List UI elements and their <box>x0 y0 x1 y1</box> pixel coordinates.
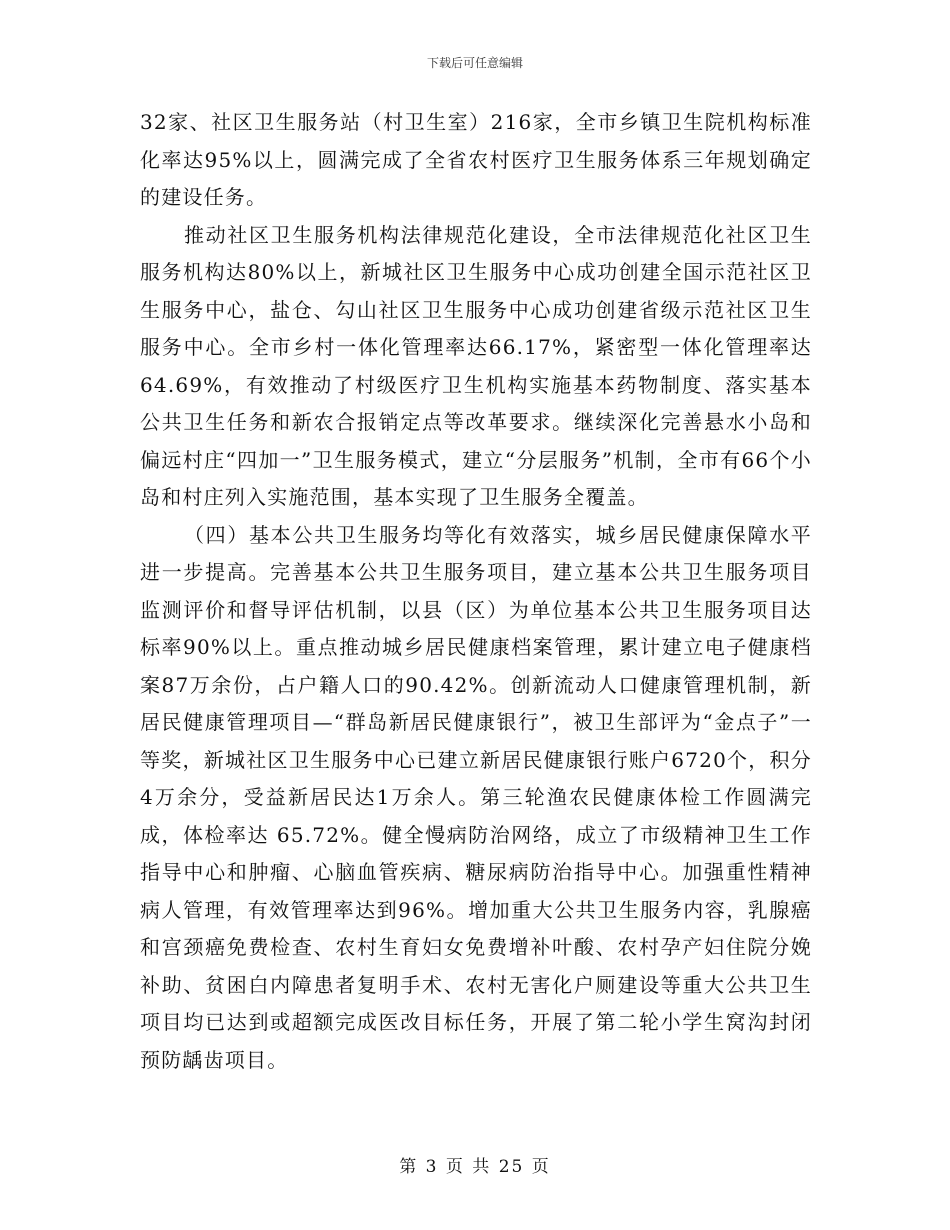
document-body <box>140 104 812 1079</box>
page-number: 第 3 页 共 25 页 <box>399 1157 551 1177</box>
paragraph-3: （四）基本公共卫生服务均等化有效落实，城乡居民健康保障水平进一步提高。完善基本公共卫生服务项目，建立基本公共卫生服务项目监测评价和督导评估机制，以县（区）为单位基本公共卫生服务项目达标率90%以上。重点推动城乡居民健康档案管理，累计建立电子健康档案87万余份，占户籍人口的90.42%。创新流动人口健康管理机制，新居民健康管理项目—“群岛新居民健康银行”，被卫生部评为“金点子”一等奖，新城社区卫生服务中心已建立新居民健康银行账户6720个，积分4万余分，受益新居民达1万余人。第三轮渔农民健康体检工作圆满完成，体检率达 65.72%。健全慢病防治网络，成立了市级精神卫生工作指导中心和肿瘤、心脑血管疾病、糖尿病防治指导中心。加强重性精神病人管理，有效管理率达到96%。增加重大公共卫生服务内容，乳腺癌和宫颈癌免费检查、农村生育妇女免费增补叶酸、农村孕产妇住院分娩补助、贫困白内障患者复明手术、农村无害化户厕建设等重大公共卫生项目均已达到或超额完成医改目标任务，开展了第二轮小学生窝沟封闭预防龋齿项目。 <box>140 522 812 1072</box>
page-header: 下载后可任意编辑 <box>426 56 523 70</box>
paragraph-1: 32家、社区卫生服务站（村卫生室）216家，全市乡镇卫生院机构标准化率达95%以上，圆满完成了全省农村医疗卫生服务体系三年规划确定的建设任务。 <box>140 110 812 209</box>
paragraph-2: 推动社区卫生服务机构法律规范化建设，全市法律规范化社区卫生服务机构达80%以上，新城社区卫生服务中心成功创建全国示范社区卫生服务中心，盐仓、勾山社区卫生服务中心成功创建省级示范社区卫生服务中心。全市乡村一体化管理率达66.17%，紧密型一体化管理率达64.69%，有效推动了村级医疗卫生机构实施基本药物制度、落实基本公共卫生任务和新农合报销定点等改革要求。继续深化完善悬水小岛和偏远村庄“四加一”卫生服务模式，建立“分层服务”机制，全市有66个小岛和村庄列入实施范围，基本实现了卫生服务全覆盖。 <box>140 222 812 509</box>
